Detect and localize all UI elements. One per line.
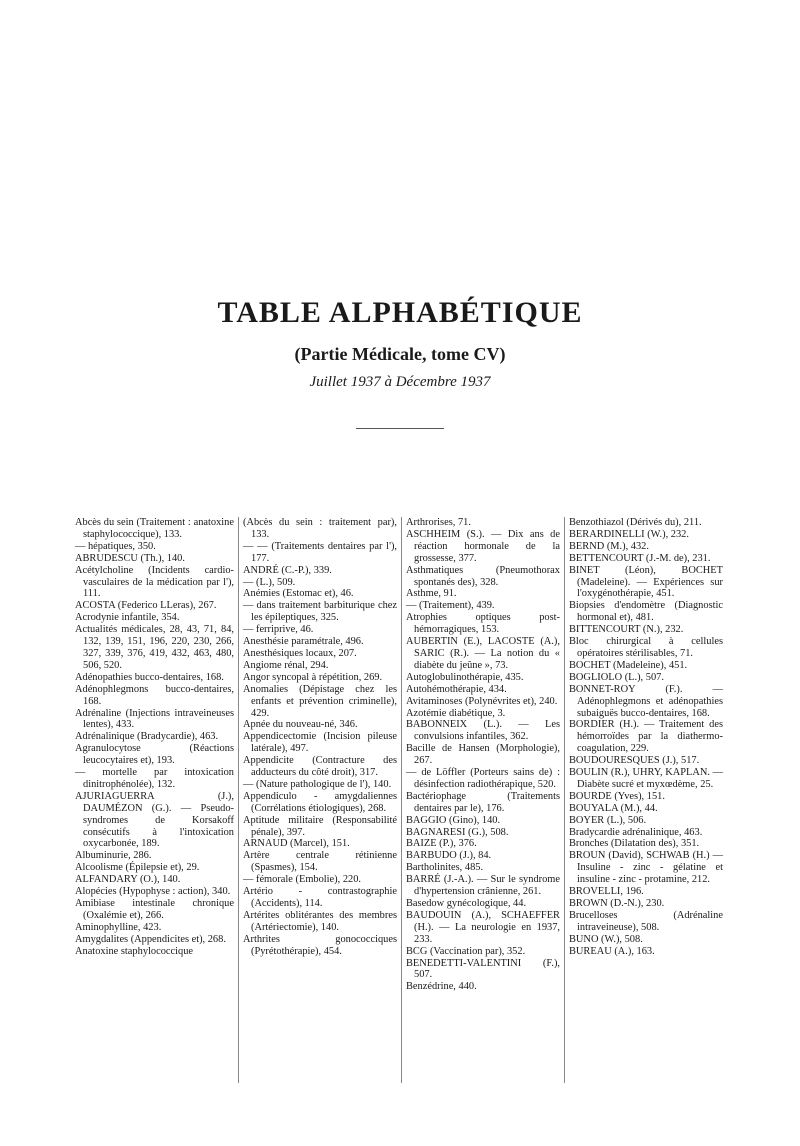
index-entry: Artère centrale rétinienne (Spasmes), 154. <box>243 850 397 874</box>
index-entry: Benzédrine, 440. <box>406 981 477 993</box>
index-entry: BUREAU (A.), 163. <box>569 945 655 957</box>
index-entry: Acétylcholine (Incidents cardio-vasculaires de la médication par l'), 111. <box>75 564 234 600</box>
index-entry: ANDRÉ (C.-P.), 339. <box>243 564 332 576</box>
index-entry: — mortelle par intoxication dinitrophénolée), 132. <box>75 767 234 790</box>
index-entry: BETTENCOURT (J.-M. de), 231. <box>569 552 711 564</box>
index-entry: ASCHHEIM (S.). — Dix ans de réaction hormonale de la grossesse, 377. <box>406 528 560 564</box>
index-entry: Appendicite (Contracture des adducteurs du côté droit), 317. <box>243 755 397 779</box>
index-entry: — (Traitement), 439. <box>406 600 495 612</box>
index-entry: — (Nature pathologique de l'), 140. <box>243 778 392 790</box>
index-entry: — (L.), 509. <box>243 576 296 588</box>
index-entry: BROUN (David), SCHWAB (H.) — Insuline - zinc - gélatine et insuline - zinc - protamine, 212. <box>569 850 723 886</box>
index-entry: Arthrorises, 71. <box>406 517 471 528</box>
index-entry: Basedow gynécologique, 44. <box>406 898 527 909</box>
index-entry: Bradycardie adrénalinique, 463. <box>569 826 703 838</box>
index-entry: BOULIN (R.), UHRY, KAPLAN. — Diabète sucré et myxœdème, 25. <box>569 767 723 790</box>
index-entry: Amibiase intestinale chronique (Oxalémie et), 266. <box>75 898 234 921</box>
index-entry: Abcès du sein (Traitement : anatoxine staphylococcique), 133. <box>75 517 234 540</box>
index-entry: ARNAUD (Marcel), 151. <box>243 838 350 850</box>
index-entry: BITTENCOURT (N.), 232. <box>569 624 684 636</box>
index-column-4 <box>564 517 727 1083</box>
index-entry: Artérites oblitérantes des membres (Artériectomie), 140. <box>243 909 397 933</box>
index-entry: Angor syncopal à répétition, 269. <box>243 671 383 683</box>
index-entry: — fémorale (Embolie), 220. <box>243 874 362 886</box>
index-entry: BAGGIO (Gino), 140. <box>406 814 501 826</box>
index-entry: Biopsies d'endomètre (Diagnostic hormonal et), 481. <box>569 600 723 624</box>
index-entry: BAUDOUIN (A.), SCHAEFFER (H.). — La neurologie en 1937, 233. <box>406 909 560 945</box>
index-entry: AJURIAGUERRA (J.), DAUMÉZON (G.). — Pseudo-syndromes de Korsakoff consécutifs à l'intoxication oxycarbonée, 189. <box>75 790 234 850</box>
index-entry: BROVELLI, 196. <box>569 886 644 898</box>
index-entry: Actualités médicales, 28, 43, 71, 84, 132, 139, 151, 196, 220, 230, 266, 327, 339, 376, 419, 432, 463, 480, 506, 520. <box>75 624 234 671</box>
index-entry: Appendiculo - amygdaliennes (Corrélations étiologiques), 268. <box>243 790 397 814</box>
index-entry: Acrodynie infantile, 354. <box>75 612 180 624</box>
page-subtitle: (Partie Médicale, tome CV) <box>294 344 506 364</box>
index-entry: ABRUDESCU (Th.), 140. <box>75 552 185 564</box>
index-entry: Aminophylline, 423. <box>75 921 162 933</box>
index-entry: — de Löffler (Porteurs sains de) : désinfection radiothérapique, 520. <box>406 767 560 790</box>
index-entry: Bactériophage (Traitements dentaires par le), 176. <box>406 790 560 814</box>
index-entry: Anomalies (Dépistage chez les enfants et prévention criminelle), 429. <box>243 683 397 719</box>
index-column-1 <box>75 517 238 1083</box>
index-entry: Anémies (Estomac et), 46. <box>243 588 354 600</box>
index-entry: BAIZE (P.), 376. <box>406 838 477 850</box>
index-entry: Adrénaline (Injections intraveineuses lentes), 433. <box>75 707 234 731</box>
index-entry: BERND (M.), 432. <box>569 540 649 552</box>
index-entry: — — (Traitements dentaires par l'), 177. <box>243 540 397 564</box>
index-entry: ALFANDARY (O.), 140. <box>75 874 181 886</box>
index-column-2 <box>238 517 401 1083</box>
index-entry: BROWN (D.-N.), 230. <box>569 898 665 909</box>
index-entry: Anatoxine staphylococcique <box>75 945 194 957</box>
index-entry: Autoglobulinothérapie, 435. <box>406 671 524 683</box>
index-entry: Appendicectomie (Incision pileuse latérale), 497. <box>243 731 397 755</box>
index-entry: ACOSTA (Federico LLeras), 267. <box>75 600 217 612</box>
index-entry: Alopécies (Hypophyse : action), 340. <box>75 886 231 898</box>
page-title: TABLE ALPHABÉTIQUE <box>217 296 583 329</box>
index-entry: Amygdalites (Appendicites et), 268. <box>75 933 226 945</box>
index-columns <box>75 517 727 1083</box>
index-entry: Avitaminoses (Polynévrites et), 240. <box>406 695 558 707</box>
index-entry: BAGNARESI (G.), 508. <box>406 826 509 838</box>
index-entry: Atrophies optiques post-hémorragiques, 153. <box>406 612 560 636</box>
index-entry: BOCHET (Madeleine), 451. <box>569 659 688 671</box>
index-entry: — ferriprive, 46. <box>243 624 314 636</box>
index-entry: — hépatiques, 350. <box>75 540 156 552</box>
index-entry: Albuminurie, 286. <box>75 850 152 862</box>
index-entry: BONNET-ROY (F.). — Adénophlegmons et adénopathies subaiguës bucco-dentaires, 168. <box>569 683 723 719</box>
index-entry: Asthme, 91. <box>406 588 457 600</box>
index-entry: Anesthésie paramétrale, 496. <box>243 636 364 648</box>
title-divider <box>356 428 444 429</box>
index-entry: BOYER (L.), 506. <box>569 814 647 826</box>
index-entry: BARRÉ (J.-A.). — Sur le syndrome d'hypertension crânienne, 261. <box>406 874 560 898</box>
index-entry: (Abcès du sein : traitement par), 133. <box>243 517 397 540</box>
index-entry: BOGLIOLO (L.), 507. <box>569 671 664 683</box>
date-range: Juillet 1937 à Décembre 1937 <box>309 374 491 390</box>
index-entry: Autohémothérapie, 434. <box>406 683 507 695</box>
index-entry: Bacille de Hansen (Morphologie), 267. <box>406 743 560 767</box>
index-entry: Angiome rénal, 294. <box>243 659 329 671</box>
index-entry: Bronches (Dilatation des), 351. <box>569 838 700 850</box>
index-entry: Asthmatiques (Pneumothorax spontanés des), 328. <box>406 564 560 588</box>
index-entry: AUBERTIN (E.), LACOSTE (A.), SARIC (R.). — La notion du « diabète du jeûne », 73. <box>406 636 560 671</box>
index-entry: — dans traitement barbiturique chez les épileptiques, 325. <box>243 600 397 624</box>
index-entry: BORDIER (H.). — Traitement des hémorroïdes par la diathermo-coagulation, 229. <box>569 719 723 755</box>
index-entry: BOUDOURESQUES (J.), 517. <box>569 755 700 767</box>
index-entry: Adénopathies bucco-dentaires, 168. <box>75 671 224 683</box>
index-entry: Artério - contrastographie (Accidents), 114. <box>243 886 397 909</box>
index-entry: BABONNEIX (L.). — Les convulsions infantiles, 362. <box>406 719 560 743</box>
index-entry: BOURDE (Yves), 151. <box>569 790 665 802</box>
index-entry: Bloc chirurgical à cellules opératoires stérilisables, 71. <box>569 636 723 659</box>
index-entry: Azotémie diabétique, 3. <box>406 707 506 719</box>
index-entry: BCG (Vaccination par), 352. <box>406 945 526 957</box>
index-entry: BARBUDO (J.), 84. <box>406 850 492 862</box>
index-entry: BINET (Léon), BOCHET (Madeleine). — Expériences sur l'oxygénothérapie, 451. <box>569 564 723 600</box>
index-entry: Arthrites gonococciques (Pyrétothérapie), 454. <box>243 933 397 957</box>
index-entry: BOUYALA (M.), 44. <box>569 802 658 814</box>
index-entry: Aptitude militaire (Responsabilité pénale), 397. <box>243 814 397 838</box>
index-entry: Brucelloses (Adrénaline intraveineuse), 508. <box>569 909 723 933</box>
index-entry: Adénophlegmons bucco-dentaires, 168. <box>75 683 234 707</box>
index-entry: Apnée du nouveau-né, 346. <box>243 719 358 731</box>
index-entry: Bartholinites, 485. <box>406 862 484 874</box>
index-entry: Benzothiazol (Dérivés du), 211. <box>569 517 702 528</box>
index-column-3 <box>401 517 564 1083</box>
index-entry: BENEDETTI-VALENTINI (F.), 507. <box>406 957 560 981</box>
index-entry: Anesthésiques locaux, 207. <box>243 647 357 659</box>
index-entry: Adrénalinique (Bradycardie), 463. <box>75 731 219 743</box>
index-entry: Agranulocytose (Réactions leucocytaires et), 193. <box>75 743 234 767</box>
index-entry: BUNO (W.), 508. <box>569 933 643 945</box>
index-entry: Alcoolisme (Épilepsie et), 29. <box>75 862 200 874</box>
index-entry: BERARDINELLI (W.), 232. <box>569 528 689 540</box>
